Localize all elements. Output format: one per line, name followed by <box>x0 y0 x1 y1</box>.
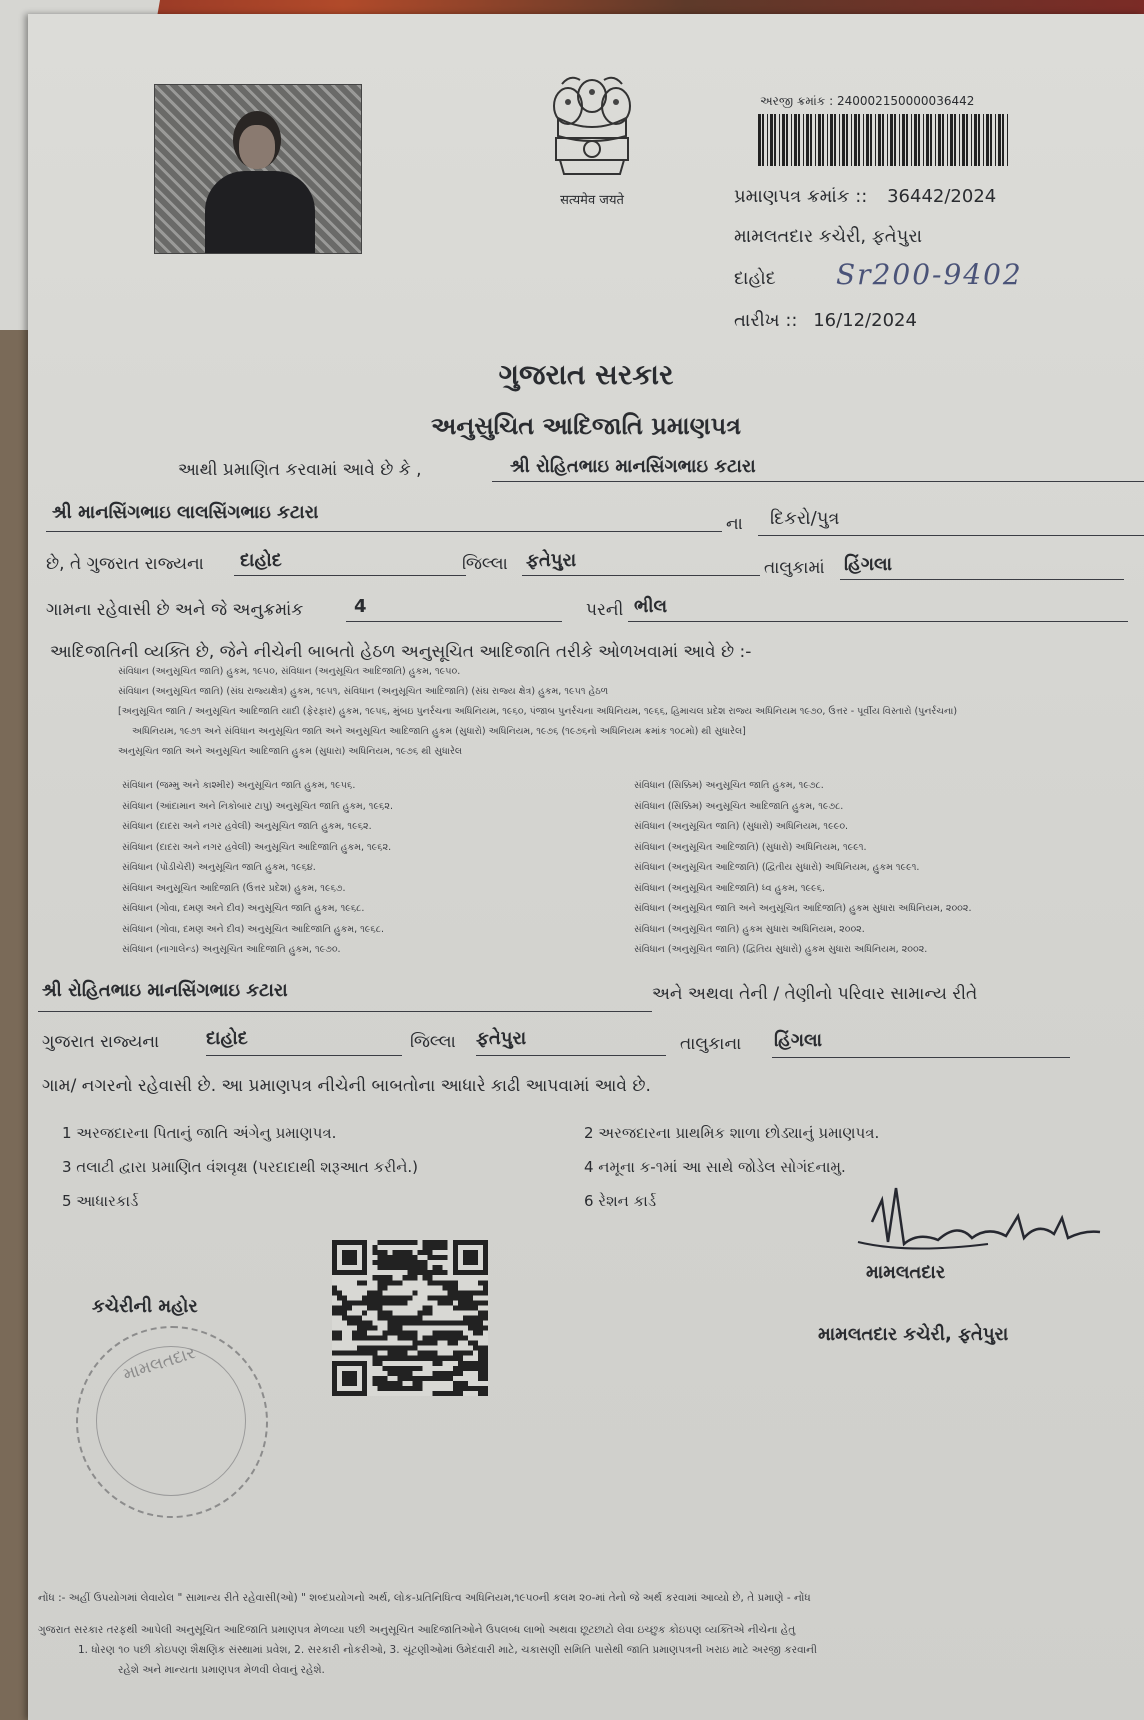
document-item: 4 નમૂના ક-૧માં આ સાથે જોડેલ સોગંદનામુ. <box>584 1158 846 1176</box>
signature-title: મામલતદાર <box>866 1262 946 1283</box>
note-line: નોંધ :- અહીં ઉપયોગમાં લેવાયેલ " સામાન્ય રીતે રહેવાસી(ઓ) " શબ્દપ્રયોગનો અર્થ, લોક-પ્રતિનિધિત્વ અધિનિયમ,૧૯૫૦ની કલમ ૨૦-માં તેનો જે અર્થ કરવામાં આવ્યો છે, તે પ્રમાણે - નોંધ <box>38 1592 811 1604</box>
order-line: સંવિધાન (અનુસૂચિત જાતિ) (સુધારો) અધિનિયમ, ૧૯૯૦. <box>634 821 849 832</box>
district-line-label: દાહોદ <box>734 268 776 289</box>
tribe-name: ભીલ <box>628 596 1128 622</box>
village-value: હિંગલા <box>840 554 1124 580</box>
date-value: 16/12/2024 <box>813 310 917 331</box>
government-title: ગુજરાત સરકાર <box>498 358 674 391</box>
order-line: સંવિધાન (ગોવા, દમણ અને દીવ) અનુસૂચિત આદિજાતિ હુકમ, ૧૯૬૮. <box>122 923 384 935</box>
order-line: સંવિધાન (જમ્મુ અને કાશ્મીર) અનુસૂચિત જાતિ હુકમ, ૧૯૫૬. <box>122 780 356 791</box>
applicant-photo <box>154 84 362 254</box>
document-item: 3 તલાટી દ્વારા પ્રમાણિત વંશવૃક્ષ (પરદાદાથી શરૂઆત કરીને.) <box>62 1158 419 1176</box>
village-value-2: હિંગલા <box>772 1030 1070 1058</box>
taluka-value: ફતેપુરા <box>522 550 760 576</box>
order-line: સંવિધાન (અનુસૂચિત આદિજાતિ) (સુધારો) અધિનિયમ, ૧૯૯૧. <box>634 841 867 853</box>
order-line: સંવિધાન (અનુસૂચિત આદિજાતિ) (દ્વિતીય સુધારો) અધિનિયમ, હુકમ ૧૯૯૧. <box>634 862 920 873</box>
handwritten-number: Sr200-9402 <box>836 258 1023 291</box>
note-line: 1. ધોરણ ૧૦ પછી કોઇપણ શૈક્ષણિક સંસ્થામાં પ્રવેશ, 2. સરકારી નોકરીઓ, 3. ચૂંટણીઓમાં ઉમેદવારી માટે, ચકાસણી સમિતિ પાસેથી જાતિ પ્રમાણપત્રની ખરાઇ માટે અરજી કરવાની <box>78 1644 818 1656</box>
serial-number: 4 <box>346 596 562 622</box>
certificate-number-row <box>734 186 996 207</box>
qr-code <box>332 1238 488 1398</box>
order-line: સંવિધાન (અનુસૂચિત જાતિ) હુકમ, ૧૯૫૦, સંવિધાન (અનુસૂચિત આદિજાતિ) હુકમ, ૧૯૫૦. <box>118 666 461 677</box>
father-name: શ્રી માનસિંગભાઇ લાલસિંગભાઇ કટારા <box>46 502 722 532</box>
order-line: સંવિધાન (અનુસૂચિત જાતિ) હુકમ સુધારા અધિનિયમ, ૨૦૦૨. <box>634 923 865 935</box>
orders-full-list <box>118 662 1118 762</box>
person-name: શ્રી રોહિતભાઇ માનસિંગભાઇ કટારા <box>492 456 1144 482</box>
order-line: સંવિધાન (નાગાલેન્ડ) અનુસૂચિત આદિજાતિ હુકમ, ૧૯૭૦. <box>122 944 341 955</box>
district-value-2: દાહોદ <box>206 1028 402 1056</box>
recognized-text: આદિજાતિની વ્યક્તિ છે, જેને નીચેની બાબતો હેઠળ અનુસૂચિત આદિજાતિ તરીકે ઓળખવામાં આવે છે :- <box>50 642 752 662</box>
order-line: સંવિધાન (સિક્કિમ) અનુસૂચિત આદિજાતિ હુકમ, ૧૯૭૮. <box>634 800 844 812</box>
order-line: સંવિધાન (પોંડીચેરી) અનુસૂચિત જાતિ હુકમ, ૧૯૬૪. <box>122 862 316 873</box>
taluka-label: તાલુકામાં <box>764 558 825 578</box>
upon-text: પરની <box>586 600 624 620</box>
order-line: સંવિધાન (ગોવા, દમણ અને દીવ) અનુસૂચિત જાતિ હુકમ, ૧૯૬૮. <box>122 903 365 914</box>
district-label: જિલ્લા <box>462 554 508 574</box>
na-text: ના <box>726 514 743 534</box>
order-line: સંવિધાન (અનુસૂચિત જાતિ અને અનુસૂચિત આદિજાતિ) હુકમ સુધારા અધિનિયમ, ૨૦૦૨. <box>634 903 972 914</box>
document-item: 5 આધારકાર્ડ <box>62 1192 139 1210</box>
note-line: રહેશે અને માન્યતા પ્રમાણપત્ર મેળવી લેવાનું રહેશે. <box>118 1664 325 1676</box>
certificate-page <box>28 14 1144 1720</box>
date-row <box>734 310 917 331</box>
district-value: દાહોદ <box>234 550 466 576</box>
order-line: [અનુસૂચિત જાતિ / અનુસૂચિત આદિજાતિ યાદી (ફેરફાર) હુકમ, ૧૯૫૬, મુંબઇ પુનર્રચના અધિનિયમ, ૧૯૬૦, પંજાબ પુનર્રચના અધિનિયમ, ૧૯૬૬, હિમાચલ પ્રદેશ રાજ્ય અધિનિયમ ૧૯૭૦, ઉત્તર - પૂર્વીય વિસ્તારો (પુનર્રચના) <box>118 706 958 717</box>
state-text-2: ગુજરાત રાજ્યના <box>42 1032 160 1052</box>
document-item: 2 અરજદારના પ્રાથમિક શાળા છોડ્યાનું પ્રમાણપત્ર. <box>584 1124 880 1142</box>
person-name-2: શ્રી રોહિતભાઇ માનસિંગભાઇ કટારા <box>38 980 652 1012</box>
order-line: સંવિધાન (સિક્કિમ) અનુસૂચિત જાતિ હુકમ, ૧૯૭૮. <box>634 780 824 791</box>
application-number: અરજી ક્રમાંક : 240002150000036442 <box>760 94 975 108</box>
order-line: સંવિધાન (અનુસૂચિત જાતિ) (સંઘ રાજ્યક્ષેત્ર) હુકમ, ૧૯૫૧, સંવિધાન (અનુસૂચિત આદિજાતિ) (સંઘ રાજ્ય ક્ષેત્ર) હુકમ, ૧૯૫૧ હેઠળ <box>118 686 609 697</box>
order-line: અધિનિયમ, ૧૯૭૧ અને સંવિધાન અનુસૂચિત જાતિ અને અનુસૂચિત આદિજાતિ હુકમ (સુધારો) અધિનિયમ, ૧૯૭૬ (૧૯૭૬નો અધિનિયમ ક્રમાંક ૧૦૮મો) થી સુધારેલ] <box>132 726 746 737</box>
resident-text: ગામના રહેવાસી છે અને જે અનુક્રમાંક <box>46 600 304 620</box>
family-text: અને અથવા તેની / તેણીનો પરિવાર સામાન્ય રીતે <box>652 984 978 1004</box>
district-label-2: જિલ્લા <box>410 1032 456 1052</box>
document-item: 1 અરજદારના પિતાનું જાતિ અંગેનુ પ્રમાણપત્ર. <box>62 1124 337 1142</box>
relation: દિકરો/પુત્ર <box>758 508 1144 536</box>
certify-text: આથી પ્રમાણિત કરવામાં આવે છે કે , <box>178 460 422 480</box>
notes <box>38 1588 1118 1680</box>
taluka-label-2: તાલુકાના <box>680 1034 742 1054</box>
order-line: સંવિધાન (આંદામાન અને નિકોબાર ટાપુ) અનુસૂચિત જાતિ હુકમ, ૧૯૬૨. <box>122 800 393 812</box>
state-text: છે, તે ગુજરાત રાજ્યના <box>46 554 204 574</box>
order-line: સંવિધાન (અનુસૂચિત જાતિ) (દ્વિતિય સુધારો) હુકમ સુધારા અધિનિયમ, ૨૦૦૨. <box>634 944 928 955</box>
order-line: સંવિધાન (અનુસૂચિત આદિજાતિ) ધ્વ હુકમ, ૧૯૯૬. <box>634 882 826 894</box>
order-line: સંવિધાન (દાદરા અને નગર હવેલી) અનુસૂચિત આદિજાતિ હુકમ, ૧૯૬૨. <box>122 841 392 853</box>
signature-office: મામલતદાર કચેરી, ફતેપુરા <box>818 1324 1009 1345</box>
basis-text: ગામ/ નગરનો રહેવાસી છે. આ પ્રમાણપત્ર નીચેની બાબતોના આધારે કાઢી આપવામાં આવે છે. <box>42 1076 651 1096</box>
note-line: ગુજરાત સરકાર તરફથી આપેલી અનુસૂચિત આદિજાતિ પ્રમાણપત્ર મેળવ્યા પછી અનુસૂચિત આદિજાતિઓને ઉપલબ્ધ લાભો અથવા છૂટછાટો લેવા ઇચ્છુક કોઇપણ વ્યક્તિએ નીચેના હેતુ <box>38 1624 796 1636</box>
certificate-number: 36442/2024 <box>887 186 997 207</box>
certificate-number-label: પ્રમાણપત્ર ક્રમાંક :: <box>734 186 868 207</box>
barcode <box>758 114 1010 166</box>
certificate-title: અનુસુચિત આદિજાતિ પ્રમાણપત્ર <box>431 412 741 440</box>
seal-label: કચેરીની મહોર <box>92 1296 198 1317</box>
office-name: મામલતદાર કચેરી, ફતેપુરા <box>734 226 923 247</box>
taluka-value-2: ફતેપુરા <box>476 1028 666 1056</box>
orders-right-column <box>634 776 1114 961</box>
emblem-motto: सत्यमेव जयते <box>560 193 624 208</box>
seal-text: મામલતદાર <box>120 1342 199 1386</box>
order-line: સંવિધાન અનુસૂચિત આદિજાતિ (ઉત્તર પ્રદેશ) હુકમ, ૧૯૬૭. <box>122 882 346 894</box>
order-line: અનુસૂચિત જાતિ અને અનુસૂચિત આદિજાતિ હુકમ (સુધારા) અધિનિયમ, ૧૯૭૬ થી સુધારેલ <box>118 746 463 757</box>
order-line: સંવિધાન (દાદરા અને નગર હવેલી) અનુસૂચિત જાતિ હુકમ, ૧૯૬૨. <box>122 821 372 832</box>
national-emblem-icon <box>540 66 644 206</box>
document-item: 6 રેશન કાર્ડ <box>584 1192 657 1210</box>
office-seal <box>76 1326 268 1518</box>
date-label: તારીખ :: <box>734 310 798 331</box>
orders-left-column <box>122 776 562 961</box>
